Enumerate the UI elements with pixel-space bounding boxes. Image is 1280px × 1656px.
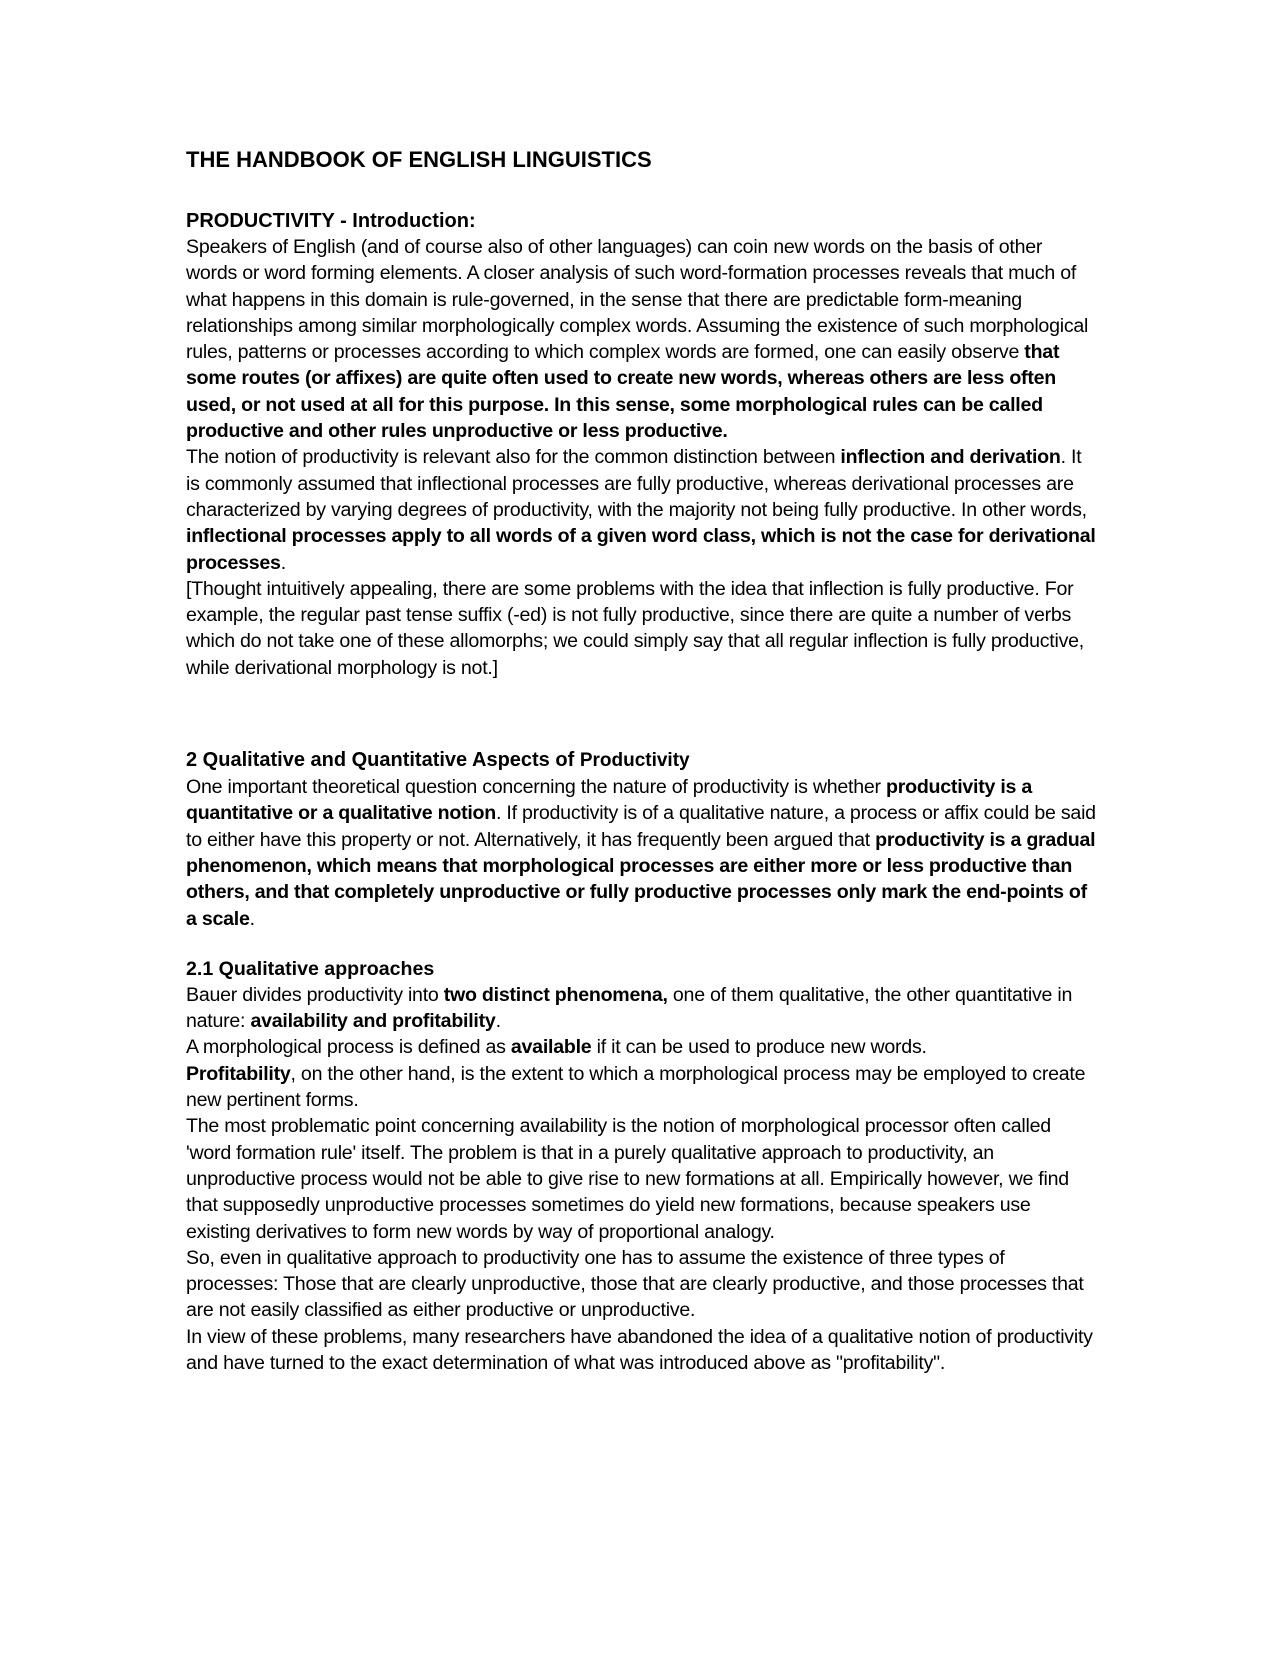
intro-paragraph-1: [186, 234, 1096, 444]
bold-text-run: available: [510, 1036, 592, 1059]
document-page: [186, 146, 1096, 1376]
subsection-2-1-paragraph-5: [186, 1245, 1096, 1324]
section-2-paragraph-1: [186, 774, 1096, 932]
bold-text-run: inflection and derivation: [840, 446, 1061, 469]
text-run: So, even in qualitative approach to productivity one has to assume the existence of three types of processes: Those that are clearly unproductive, those that are clearly productive, and those processes that are not easily classified as either productive or unproductive.: [186, 1246, 1084, 1322]
section-heading-2-main: 2 Qualitative and Quantitative Aspects of: [186, 749, 575, 772]
text-run: One important theoretical question concerning the nature of productivity is whether: [186, 776, 887, 799]
subsection-spacer: [186, 932, 1096, 956]
text-run: .: [495, 1010, 501, 1033]
bold-text-run: availability and profitability: [250, 1010, 496, 1033]
text-run: one of them qualitative, the other quantitative in nature:: [186, 983, 1073, 1033]
bold-text-run: productivity is a gradual phenomenon, which means that morphological processes are either more or less productive than others, and that completely unproductive or fully productive processes only mark the end-points of a scale: [186, 828, 1096, 930]
subsection-2-1-paragraph-6: [186, 1324, 1096, 1377]
text-run: .: [249, 907, 255, 930]
text-run: . If productivity is of a qualitative nature, a process or affix could be said to either have this property or not. Alternatively, it has frequently been argued that: [186, 802, 1096, 851]
bold-text-run: inflectional processes apply to all words of a given word class, which is not the case for derivational processes: [186, 525, 1096, 574]
text-run: . It is commonly assumed that inflectional processes are fully productive, whereas derivational processes are characterized by varying degrees of productivity, with the majority not being fully productive. In other words,: [186, 446, 1087, 521]
subsection-2-1-paragraph-1: [186, 982, 1096, 1035]
subsection-heading-2-1: 2.1 Qualitative approaches: [186, 957, 435, 980]
bold-text-run: two distinct phenomena,: [443, 983, 668, 1006]
subsection-2-1-paragraph-3: [186, 1061, 1096, 1114]
text-run: , on the other hand, is the extent to which a morphological process may be employed to create new pertinent forms.: [186, 1062, 1086, 1112]
text-run: .: [280, 551, 286, 574]
text-run: [Thought intuitively appealing, there are some problems with the idea that inflection is fully productive. For example, the regular past tense suffix (-ed) is not fully productive, since there are quite a number of verbs which do not take one of these allomorphs; we could simply say that all regular inflection is fully productive, while derivational morphology is not.]: [186, 577, 1084, 679]
text-run: In view of these problems, many researchers have abandoned the idea of a qualitative notion of productivity and have turned to the exact determination of what was introduced above as "profitability".: [186, 1325, 1093, 1374]
subsection-2-1-paragraph-2: [186, 1034, 1096, 1060]
text-run: The most problematic point concerning availability is the notion of morphological processor often called 'word formation rule' itself. The problem is that in a purely qualitative approach to productivity, an unproductive process would not be able to give rise to new formations at all. Empirically however, we find that supposedly unproductive processes sometimes do yield new formations, because speakers use existing derivatives to form new words by way of proportional analogy.: [186, 1115, 1069, 1243]
bold-text-run: productivity is a quantitative or a qualitative notion: [186, 776, 1033, 825]
document-title: THE HANDBOOK OF ENGLISH LINGUISTICS: [186, 147, 652, 172]
text-run: The notion of productivity is relevant also for the common distinction between: [186, 446, 841, 469]
bold-text-run: that some routes (or affixes) are quite often used to create new words, whereas others are less often used, or not used at all for this purpose. In this sense, some morphological rules can be called productive and other rules unproductive or less productive.: [186, 341, 1060, 443]
subsection-2-1-paragraph-4: [186, 1113, 1096, 1244]
intro-paragraph-2: [186, 444, 1096, 575]
section-heading-introduction: PRODUCTIVITY - Introduction:: [186, 210, 476, 232]
intro-paragraph-3: [186, 576, 1096, 681]
bold-text-run: Profitability: [186, 1062, 291, 1085]
text-run: A morphological process is defined as: [186, 1036, 511, 1059]
section-heading-2-tail: Productivity: [579, 750, 690, 772]
text-run: if it can be used to produce new words.: [591, 1036, 927, 1059]
text-run: Speakers of English (and of course also of other languages) can coin new words on the basis of other words or word forming elements. A closer analysis of such word-formation processes reveals that much of what happens in this domain is rule-governed, in the sense that there are predictable form-meaning relationships among similar morphologically complex words. Assuming the existence of such morphological rules, patterns or processes according to which complex words are formed, one can easily observe: [186, 236, 1089, 364]
text-run: Bauer divides productivity into: [186, 983, 444, 1006]
section-heading-2: [186, 747, 1096, 774]
section-spacer: [186, 681, 1096, 747]
